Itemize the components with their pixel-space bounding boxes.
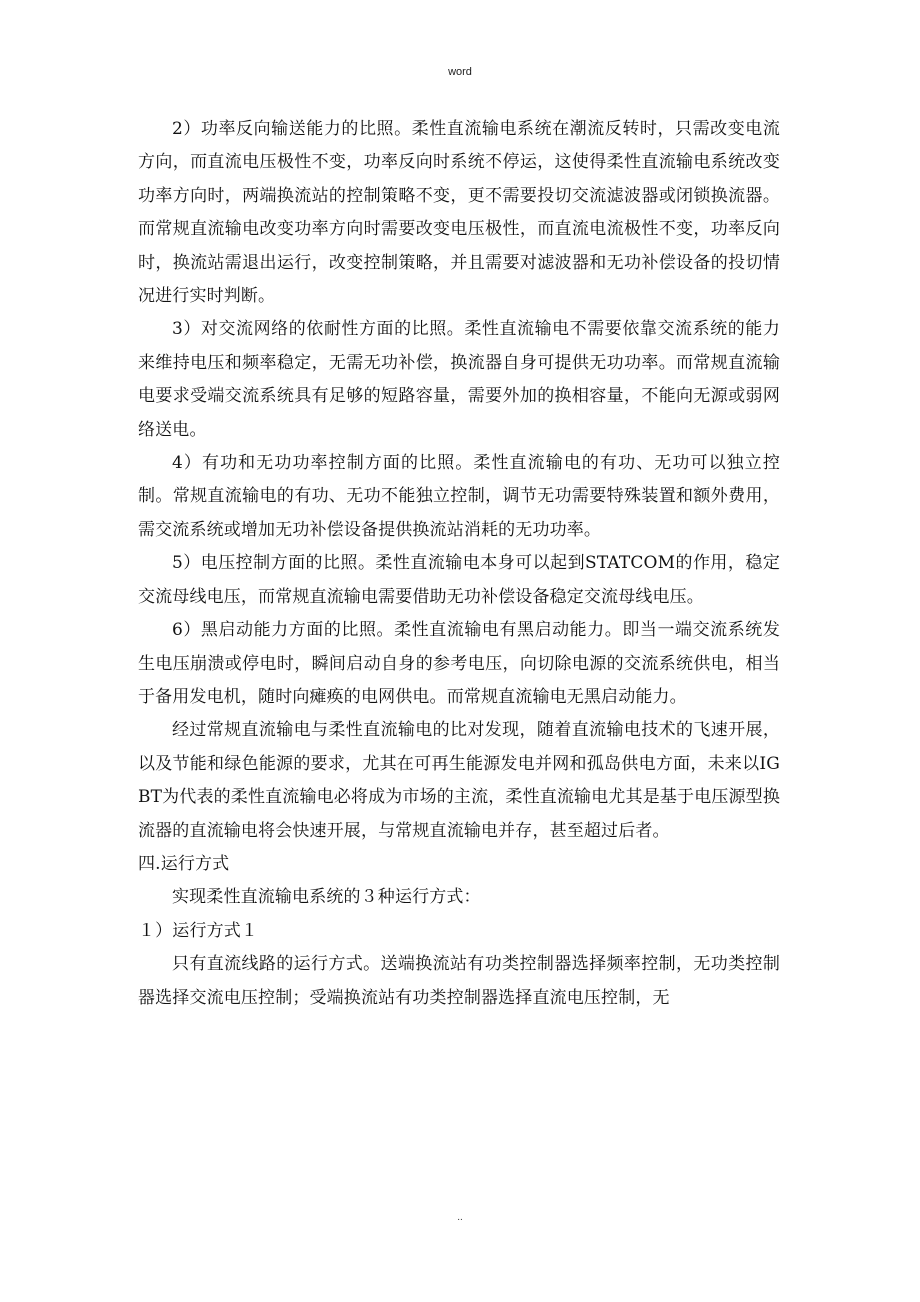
paragraph-voltage-control: 5）电压控制方面的比照。柔性直流输电本身可以起到STATCOM的作用，稳定交流母线电压，而常规直流输电需要借助无功补偿设备稳定交流母线电压。 [138,553,780,607]
document-body [138,113,780,1015]
mode-1-text: 只有直流线路的运行方式。送端换流站有功类控制器选择频率控制，无功类控制器选择交流电压控制；受端换流站有功类控制器选择直流电压控制，无 [138,954,780,1008]
section-heading: 四.运行方式 [138,853,230,874]
page-header: word [448,66,472,78]
paragraph-power-control: 4）有功和无功功率控制方面的比照。柔性直流输电的有功、无功可以独立控制。常规直流输电的有功、无功不能独立控制，调节无功需要特殊装置和额外费用，需交流系统或增加无功补偿设备提供换流站消耗的无功功率。 [138,453,780,540]
mode-1-heading: １）运行方式１ [138,920,259,941]
paragraph-conclusion: 经过常规直流输电与柔性直流输电的比对发现，随着直流输电技术的飞速开展，以及节能和绿色能源的要求，尤其在可再生能源发电并网和孤岛供电方面，未来以IGBT为代表的柔性直流输电必将成为市场的主流，柔性直流输电尤其是基于电压源型换流器的直流输电将会快速开展，与常规直流输电并存，甚至超过后者。 [138,720,780,841]
paragraph-ac-dependency: 3）对交流网络的依耐性方面的比照。柔性直流输电不需要依靠交流系统的能力来维持电压和频率稳定，无需无功补偿，换流器自身可提供无功功率。而常规直流输电要求受端交流系统具有足够的短路容量，需要外加的换相容量，不能向无源或弱网络送电。 [138,319,780,440]
paragraph-power-reversal: 2）功率反向输送能力的比照。柔性直流输电系统在潮流反转时，只需改变电流方向，而直流电压极性不变，功率反向时系统不停运，这使得柔性直流输电系统改变功率方向时，两端换流站的控制策略不变，更不需要投切交流滤波器或闭锁换流器。而常规直流输电改变功率方向时需要改变电压极性，而直流电流极性不变，功率反向时，换流站需退出运行，改变控制策略，并且需要对滤波器和无功补偿设备的投切情况进行实时判断。 [138,119,780,307]
section-intro: 实现柔性直流输电系统的３种运行方式： [172,887,481,908]
page-footer: .. [457,1212,463,1223]
paragraph-black-start: 6）黑启动能力方面的比照。柔性直流输电有黑启动能力。即当一端交流系统发生电压崩溃或停电时，瞬间启动自身的参考电压，向切除电源的交流系统供电，相当于备用发电机，随时向瘫痪的电网供电。而常规直流输电无黑启动能力。 [138,620,780,707]
